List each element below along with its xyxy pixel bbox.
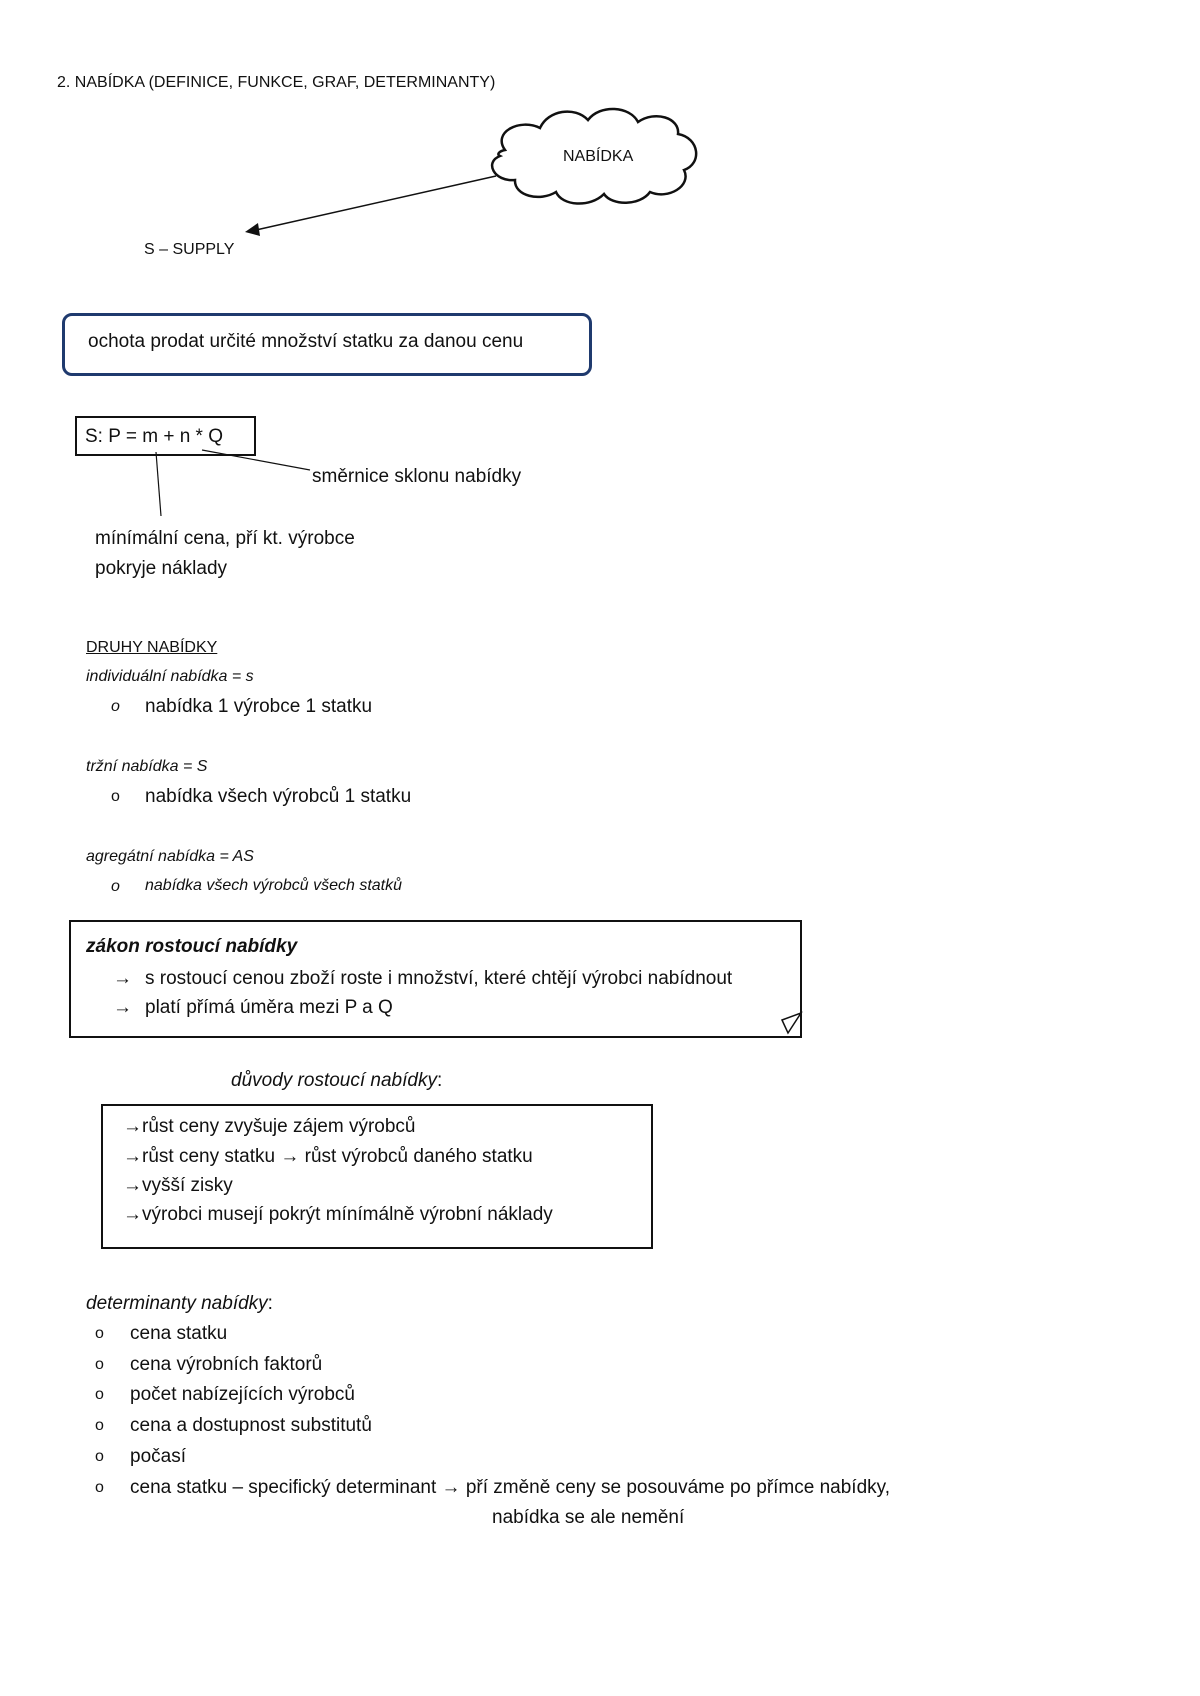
definition-text: ochota prodat určité množství statku za danou cenu [88, 331, 524, 352]
reason-item-4: →výrobci musejí pokrýt mínímálně výrobní náklady [123, 1204, 553, 1225]
definition-box [62, 313, 592, 376]
individual-supply-label: individuální nabídka = s [86, 668, 254, 685]
market-supply-item: nabídka všech výrobců 1 statku [145, 786, 412, 807]
law-title: zákon rostoucí nabídky [86, 936, 298, 957]
determinant-item-6-continuation: nabídka se ale nemění [492, 1507, 685, 1528]
formula-box [75, 416, 256, 456]
aggregate-supply-item: nabídka všech výrobců všech statků [145, 877, 403, 894]
bullet-marker: o [95, 1386, 104, 1403]
reason-item-3: →vyšší zisky [123, 1175, 233, 1196]
bullet-marker: o [111, 878, 120, 895]
determinant-item-2: cena výrobních faktorů [130, 1354, 323, 1375]
determinants-heading [86, 1293, 273, 1315]
arrow-icon: → [113, 968, 132, 989]
determinant-item-1: cena statku [130, 1323, 228, 1344]
supply-arrow-head [245, 223, 260, 236]
supply-label: S – SUPPLY [144, 241, 235, 258]
bullet-marker: o [95, 1448, 104, 1465]
law-box [69, 920, 802, 1038]
supply-arrow [256, 176, 496, 230]
reasons-title: důvody rostoucí nabídky [231, 1070, 437, 1091]
reasons-heading [231, 1070, 442, 1092]
formula-text: S: P = m + n * Q [85, 426, 223, 447]
bullet-marker: o [95, 1417, 104, 1434]
arrow-icon: → [113, 997, 132, 1018]
min-price-note-line-2: pokryje náklady [95, 558, 228, 579]
intercept-connector [156, 452, 161, 516]
reason-item-2: →růst ceny statku → růst výrobců daného statku [123, 1146, 533, 1167]
min-price-note-line-1: mínímální cena, pří kt. výrobce [95, 528, 355, 549]
slope-note: směrnice sklonu nabídky [312, 466, 522, 487]
cloud-label: NABÍDKA [563, 148, 634, 165]
reasons-colon: : [436, 1070, 443, 1091]
determinant-item-6: cena statku – specifický determinant → pří změně ceny se posouváme po přímce nabídky, [130, 1477, 891, 1498]
market-supply-label: tržní nabídka = S [86, 758, 208, 775]
reasons-box [101, 1104, 653, 1249]
reason-item-1: →růst ceny zvyšuje zájem výrobců [123, 1116, 416, 1137]
law-item-1: s rostoucí cenou zboží roste i množství, které chtějí výrobci nabídnout [145, 968, 733, 989]
bullet-marker: o [95, 1325, 104, 1342]
bullet-marker: o [111, 788, 120, 805]
bullet-marker: o [95, 1479, 104, 1496]
determinant-item-4: cena a dostupnost substitutů [130, 1415, 372, 1436]
document-heading: 2. NABÍDKA (DEFINICE, FUNKCE, GRAF, DETERMINANTY) [57, 74, 496, 91]
bullet-marker: o [95, 1356, 104, 1373]
determinants-title: determinanty nabídky [86, 1293, 268, 1314]
types-title: DRUHY NABÍDKY [86, 639, 218, 656]
determinant-item-5: počasí [130, 1446, 186, 1467]
aggregate-supply-label: agregátní nabídka = AS [86, 848, 254, 865]
determinant-item-3: počet nabízejících výrobců [130, 1384, 355, 1405]
determinants-colon: : [267, 1293, 273, 1314]
individual-supply-item: nabídka 1 výrobce 1 statku [145, 696, 373, 717]
law-item-2: platí přímá úměra mezi P a Q [145, 997, 393, 1018]
bullet-marker: o [111, 698, 120, 715]
